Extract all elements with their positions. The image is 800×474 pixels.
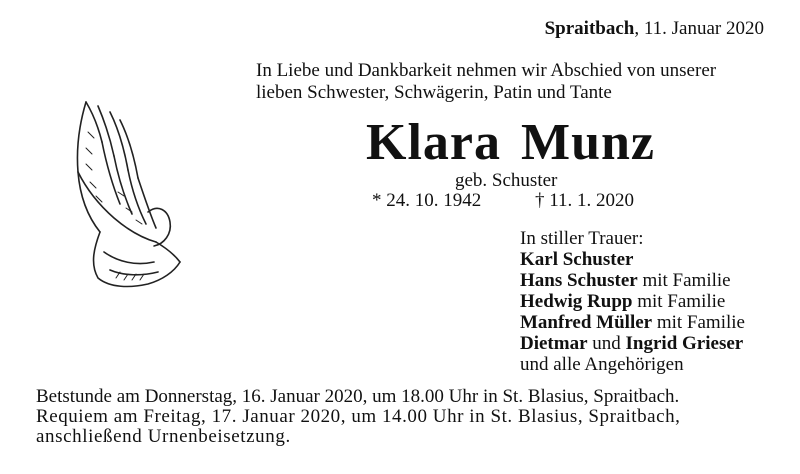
mourners-heading: In stiller Trauer: — [520, 228, 644, 249]
mourners-closing: und alle Angehörigen — [520, 354, 684, 375]
service-line-1: Betstunde am Donnerstag, 16. Januar 2020, um 18.00 Uhr in St. Blasius, Spraitbach. — [36, 386, 680, 407]
mourner-name: Hans Schuster — [520, 270, 638, 291]
birth-name: geb. Schuster — [455, 170, 558, 191]
birth-date: * 24. 10. 1942 — [372, 190, 482, 211]
service-info — [36, 387, 680, 447]
intro-line-2: lieben Schwester, Schwägerin, Patin und Tante — [256, 82, 612, 103]
service-line-2: Requiem am Freitag, 17. Januar 2020, um 14.00 Uhr in St. Blasius, Spraitbach, — [36, 406, 681, 427]
place-name: Spraitbach — [544, 18, 635, 39]
mourner-row — [520, 270, 745, 291]
mourner-name: Ingrid Grieser — [625, 333, 744, 354]
praying-hands-icon — [58, 92, 188, 297]
mourner-row — [520, 249, 745, 270]
intro-line-1: In Liebe und Dankbarkeit nehmen wir Abschied von unserer — [256, 60, 717, 81]
intro-text — [256, 60, 716, 104]
deceased-name — [366, 113, 655, 172]
mourner-suffix: mit Familie — [652, 312, 745, 333]
notice-date-line — [545, 18, 764, 40]
mourner-name: Dietmar — [520, 333, 588, 354]
mourner-conjunction: und — [587, 333, 626, 354]
mourner-row — [520, 312, 745, 333]
mourner-name: Karl Schuster — [520, 249, 634, 270]
mourner-name: Manfred Müller — [520, 312, 653, 333]
notice-date: , 11. Januar 2020 — [634, 18, 764, 39]
service-line-3: anschließend Urnenbeisetzung. — [36, 426, 291, 447]
mourner-suffix: mit Familie — [637, 270, 731, 291]
mourner-row — [520, 291, 745, 312]
mourners-list — [520, 228, 745, 375]
death-date: † 11. 1. 2020 — [535, 190, 635, 211]
first-name: Klara — [366, 114, 501, 171]
mourner-row — [520, 333, 745, 354]
mourner-suffix: mit Familie — [632, 291, 726, 312]
last-name: Munz — [520, 114, 655, 171]
mourner-name: Hedwig Rupp — [520, 291, 633, 312]
